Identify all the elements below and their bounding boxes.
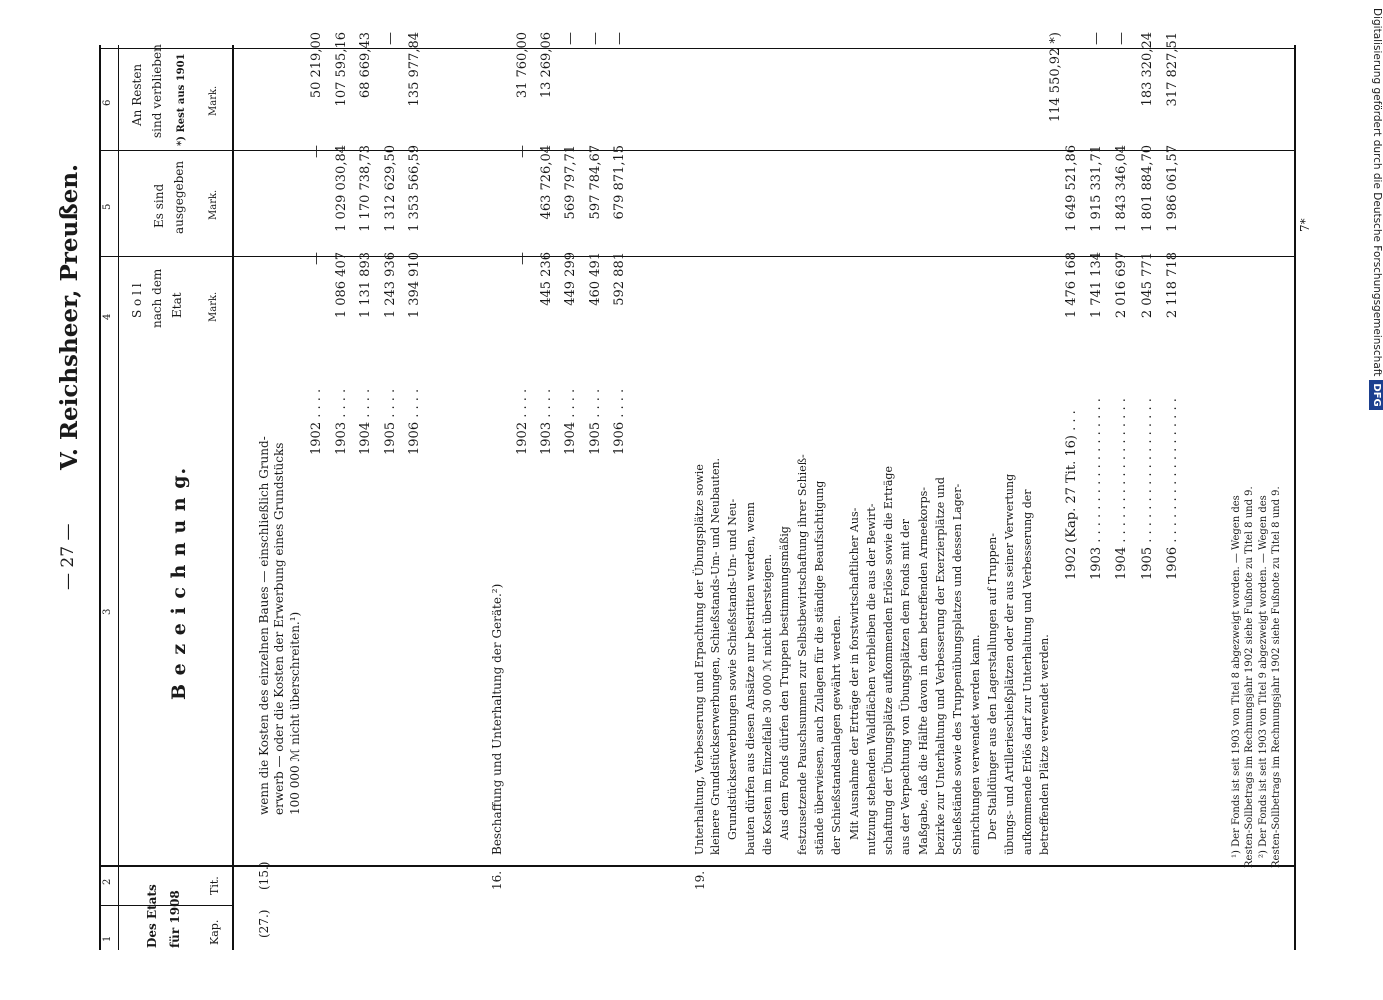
col-header-reste-1: An Resten xyxy=(130,63,144,126)
row19-text-20: aufkommende Erlös darf zur Unterhaltung und Verbesserung der xyxy=(1021,489,1034,855)
footnote-2-line2: Resten-Sollbetrags im Rechnungsjahr 1902 siehe Fußnote zu Titel 8 und 9. xyxy=(1271,486,1282,868)
row19-text-7: festzusetzende Pauschsummen zur Selbstbewirtschaftung ihrer Schieß- xyxy=(796,454,809,855)
row15-ausgegeben-1904: 1 170 738,73 xyxy=(358,145,373,232)
footnote-2-line1: ²) Der Fonds ist seit 1903 von Titel 9 abgezweigt worden. — Wegen des xyxy=(1258,495,1269,858)
dfg-logo: DFG xyxy=(1369,380,1383,409)
row19-reste-1904: — xyxy=(1114,32,1129,45)
row19-text-12: schaftung der Übungsplätze aufkommenden Erlöse sowie die Erträge xyxy=(882,466,895,855)
row19-year-1903: 1903 . . . . . . . . . . . . . . . . . . xyxy=(1089,398,1104,580)
row16-ausgegeben-1903: 463 726,04 xyxy=(539,145,554,220)
row15-tit: (15.) xyxy=(257,861,271,890)
row16-year-1902: 1902 . . . . xyxy=(515,388,530,455)
row19-text-9: der Schießstandsanlagen gewährt werden. xyxy=(830,615,843,855)
row15-text-2: erwerb — oder die Kosten der Erwerbung eines Grundstücks xyxy=(272,442,286,815)
col-number-5: 5 xyxy=(102,203,113,210)
row15-reste-1906: 135 977,84 xyxy=(407,32,422,107)
row19-text-3: Grundstückserwerbungen sowie Schießstands-Um- und Neu- xyxy=(726,498,739,840)
row19-ausgegeben-1903: 1 915 331,71 xyxy=(1089,145,1104,232)
row15-ausgegeben-1905: 1 312 629,50 xyxy=(383,145,398,232)
row15-ausgegeben-1906: 1 353 566,59 xyxy=(407,145,422,232)
row16-reste-1902: 31 760,00 xyxy=(515,32,530,99)
row15-text-3: 100 000 ℳ nicht überschreiten.¹) xyxy=(288,611,302,815)
row15-ausgegeben-1903: 1 029 030,84 xyxy=(334,145,349,232)
footnote-1-line2: Resten-Sollbetrags im Rechnungsjahr 1902 siehe Fußnote zu Titel 8 und 9. xyxy=(1244,486,1255,868)
kap-label: Kap. xyxy=(208,919,221,945)
row19-reste-1905: 183 320,24 xyxy=(1140,32,1155,107)
row15-year-1904: 1904 . . . . xyxy=(358,388,373,455)
row16-tit: 16. xyxy=(490,870,504,890)
row19-text-17: einrichtungen verwendet werden kann. xyxy=(969,634,982,855)
row16-year-1906: 1906 . . . . xyxy=(612,388,627,455)
row15-soll-1905: 1 243 936 xyxy=(383,252,398,319)
row15-reste-1903: 107 595,16 xyxy=(334,32,349,107)
row16-text: Beschaffung und Unterhaltung der Geräte.²) xyxy=(490,583,504,855)
row19-year-1906: 1906 . . . . . . . . . . . . . . . . . . xyxy=(1165,398,1180,580)
col-header-ausgegeben-1: Es sind xyxy=(152,183,166,228)
row19-soll-1903: 1 741 134 xyxy=(1089,252,1104,319)
row16-reste-1904: — xyxy=(563,32,578,45)
row19-text-14: Maßgabe, daß die Hälfte davon in dem betreffenden Armeekorps- xyxy=(917,487,930,855)
row15-soll-1906: 1 394 910 xyxy=(407,252,422,319)
row15-year-1905: 1905 . . . . xyxy=(383,388,398,455)
col12-header-line1: Des Etats xyxy=(145,884,159,948)
footnote-1-line1: ¹) Der Fonds ist seit 1903 von Titel 8 abgezweigt worden. — Wegen des xyxy=(1231,495,1242,858)
col-header-reste-mark: Mark. xyxy=(208,85,219,116)
row16-reste-1906: — xyxy=(612,32,627,45)
row19-ausgegeben-1906: 1 986 061,57 xyxy=(1165,145,1180,232)
row19-text-8: stände überwiesen, auch Zulagen für die ständige Beaufsichtigung xyxy=(813,480,826,855)
row19-text-10: Mit Ausnahme der Erträge der in forstwirtschaftlicher Aus- xyxy=(848,507,861,840)
col-header-bezeichnung: B e z e i c h n u n g. xyxy=(168,466,190,700)
col-header-reste-2: sind verblieben xyxy=(150,44,164,138)
row16-ausgegeben-1902: — xyxy=(515,145,530,158)
row19-reste-1902: 114 550,92 *) xyxy=(1048,32,1063,123)
col-number-2: 2 xyxy=(102,878,113,885)
row15-year-1902: 1902 . . . . xyxy=(309,388,324,455)
row16-ausgegeben-1904: 569 797,71 xyxy=(563,145,578,220)
row19-text-1: Unterhaltung, Verbesserung und Erpachtung der Übungsplätze sowie xyxy=(693,464,706,855)
col12-divider xyxy=(99,865,1295,867)
row19-text-13: aus der Verpachtung von Übungsplätzen dem Fonds mit der xyxy=(899,519,912,855)
row19-text-19: übungs- und Artillerieschießplätzen oder der aus seiner Verwertung xyxy=(1003,473,1016,855)
row15-kap: (27.) xyxy=(257,909,271,938)
row16-year-1905: 1905 . . . . xyxy=(588,388,603,455)
row15-soll-1902: — xyxy=(309,252,324,265)
col1-divider xyxy=(99,905,233,906)
col-header-reste-3: *) Rest aus 1901 xyxy=(176,53,187,146)
row16-year-1904: 1904 . . . . xyxy=(563,388,578,455)
row15-ausgegeben-1902: — xyxy=(309,145,324,158)
row15-reste-1904: 68 669,43 xyxy=(358,32,373,99)
page-mark: 7* xyxy=(1298,218,1312,232)
col-header-soll-1: S o l l xyxy=(130,283,144,318)
row19-text-18: Der Stalldünger aus den Lagerstallungen auf Truppen- xyxy=(986,533,999,840)
row16-soll-1903: 445 236 xyxy=(539,252,554,306)
row15-reste-1902: 50 219,00 xyxy=(309,32,324,99)
col-header-soll-2: nach dem xyxy=(150,268,164,328)
digitization-note xyxy=(1368,8,1383,798)
row19-reste-1906: 317 827,51 xyxy=(1165,32,1180,107)
row16-soll-1902: — xyxy=(515,252,530,265)
row19-ausgegeben-1905: 1 801 884,70 xyxy=(1140,145,1155,232)
row16-soll-1904: 449 299 xyxy=(563,252,578,306)
table-bottom-rule xyxy=(1294,45,1296,950)
col-header-soll-mark: Mark. xyxy=(208,291,219,322)
row15-soll-1904: 1 131 893 xyxy=(358,252,373,319)
header-bottom-rule xyxy=(232,45,234,950)
col-number-4: 4 xyxy=(102,313,113,320)
row19-ausgegeben-1902: 1 649 521,86 xyxy=(1064,145,1079,232)
row19-reste-1903: — xyxy=(1089,32,1104,45)
col-number-6: 6 xyxy=(102,99,113,106)
row19-tit: 19. xyxy=(693,870,707,890)
row16-reste-1905: — xyxy=(588,32,603,45)
col-number-3: 3 xyxy=(102,608,113,615)
row15-reste-1905: — xyxy=(383,32,398,45)
row16-soll-1906: 592 881 xyxy=(612,252,627,306)
row19-text-6: Aus dem Fonds dürfen den Truppen bestimmungsmäßig xyxy=(778,526,791,840)
row15-text-1: wenn die Kosten des einzelnen Baues — einschließlich Grund- xyxy=(257,436,271,815)
colnum-rule xyxy=(118,45,119,950)
table-top-rule xyxy=(99,45,101,950)
row16-year-1903: 1903 . . . . xyxy=(539,388,554,455)
row16-ausgegeben-1906: 679 871,15 xyxy=(612,145,627,220)
row19-text-5: die Kosten im Einzelfalle 30 000 ℳ nicht übersteigen. xyxy=(761,554,774,855)
row19-soll-1904: 2 016 697 xyxy=(1114,252,1129,319)
row16-soll-1905: 460 491 xyxy=(588,252,603,306)
col-number-1: 1 xyxy=(102,935,113,942)
page-number: — 27 — xyxy=(58,523,78,590)
row19-text-4: bauten dürfen aus diesen Ansätze nur bestritten werden, wenn xyxy=(744,502,757,855)
col12-header-line2: für 1908 xyxy=(168,890,182,948)
row19-soll-1906: 2 118 718 xyxy=(1165,252,1180,319)
row19-text-15: bezirke zur Unterhaltung und Verbesserung der Exerzierplätze und xyxy=(934,477,947,855)
tit-label: Tit. xyxy=(208,876,221,895)
col-header-ausgegeben-2: ausgegeben xyxy=(172,160,186,234)
row19-ausgegeben-1904: 1 843 346,04 xyxy=(1114,145,1129,232)
row19-text-2: kleinere Grundstückserwerbungen, Schießstands-Um- und Neubauten. xyxy=(709,457,722,855)
digitization-text: Digitalisierung gefördert durch die Deutsche Forschungsgemeinschaft xyxy=(1371,8,1383,377)
page-title: V. Reichsheer, Preußen. xyxy=(56,163,83,470)
row19-text-16: Schießstände sowie des Truppenübungsplatzes und dessen Lager- xyxy=(951,483,964,855)
row19-year-1904: 1904 . . . . . . . . . . . . . . . . . . xyxy=(1114,398,1129,580)
row16-reste-1903: 13 269,06 xyxy=(539,32,554,99)
row19-text-21: betreffenden Plätze verwendet werden. xyxy=(1038,634,1051,855)
col-header-soll-3: Etat xyxy=(170,292,184,318)
row19-soll-1905: 2 045 771 xyxy=(1140,252,1155,319)
row15-year-1906: 1906 . . . . xyxy=(407,388,422,455)
row15-year-1903: 1903 . . . . xyxy=(334,388,349,455)
row19-soll-1902: 1 476 168 xyxy=(1064,252,1079,319)
row19-year-1902: 1902 (Kap. 27 Tit. 16) . . . xyxy=(1064,410,1079,580)
row19-year-1905: 1905 . . . . . . . . . . . . . . . . . . xyxy=(1140,398,1155,580)
row19-text-11: nutzung stehenden Waldflächen verbleiben die aus der Bewirt- xyxy=(865,503,878,855)
col-header-ausgegeben-mark: Mark. xyxy=(208,189,219,220)
row16-ausgegeben-1905: 597 784,67 xyxy=(588,145,603,220)
row15-soll-1903: 1 086 407 xyxy=(334,252,349,319)
